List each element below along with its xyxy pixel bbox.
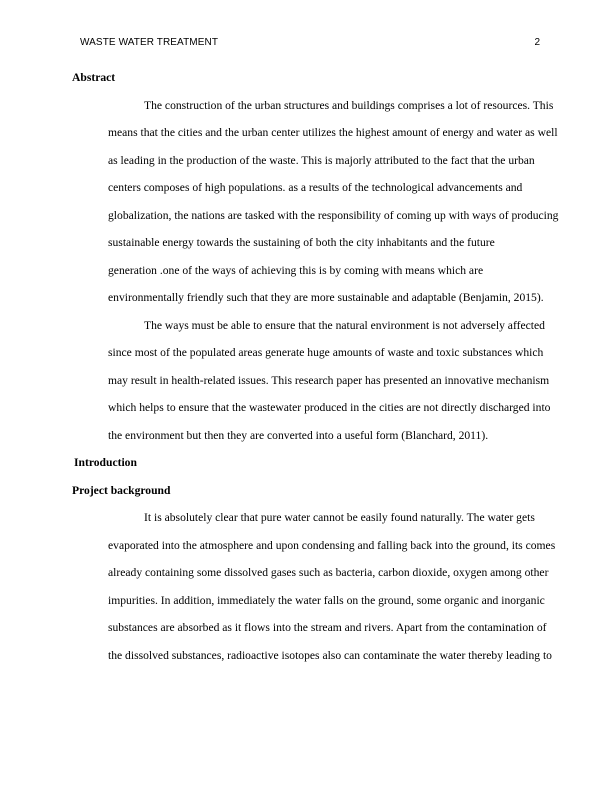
text-line: substances are absorbed as it flows into the stream and rivers. Apart from the contamination of <box>108 621 547 634</box>
text-line: centers composes of high populations. as a results of the technological advancements and <box>108 181 523 194</box>
text-line: already containing some dissolved gases such as bacteria, carbon dioxide, oxygen among other <box>108 566 549 579</box>
text-line: The ways must be able to ensure that the natural environment is not adversely affected <box>144 318 545 332</box>
text-line: It is absolutely clear that pure water cannot be easily found naturally. The water gets <box>144 511 535 524</box>
abstract-heading: Abstract <box>72 71 116 84</box>
text-line: sustainable energy towards the sustaining of both the city inhabitants and the future <box>108 236 495 249</box>
text-line: may result in health-related issues. This research paper has presented an innovative mechanism <box>108 373 550 387</box>
text-line: means that the cities and the urban center utilizes the highest amount of energy and water as well <box>108 126 558 139</box>
text-line: the environment but then they are converted into a useful form (Blanchard, 2011). <box>108 428 489 442</box>
page-number: 2 <box>534 37 540 48</box>
project-background-heading: Project background <box>72 483 171 497</box>
text-line: impurities. In addition, immediately the water falls on the ground, some organic and inorganic <box>108 593 545 607</box>
text-line: which helps to ensure that the wastewater produced in the cities are not directly discharged into <box>108 401 551 414</box>
text-line: evaporated into the atmosphere and upon condensing and falling back into the ground, its comes <box>108 538 556 552</box>
document-body <box>72 64 559 669</box>
introduction-heading: Introduction <box>74 456 137 469</box>
text-line: globalization, the nations are tasked with the responsibility of coming up with ways of producing <box>108 208 559 222</box>
abstract-paragraph-2 <box>72 312 551 450</box>
running-head: WASTE WATER TREATMENT <box>80 37 219 48</box>
text-line: environmentally friendly such that they are more sustainable and adaptable (Benjamin, 2015). <box>108 291 544 304</box>
text-line: as leading in the production of the waste. This is majorly attributed to the fact that the urban <box>108 153 535 167</box>
text-line: the dissolved substances, radioactive isotopes also can contaminate the water thereby leading to <box>108 648 552 662</box>
text-line: generation .one of the ways of achieving this is by coming with means which are <box>108 263 484 277</box>
text-line: since most of the populated areas generate huge amounts of waste and toxic substances which <box>108 346 544 359</box>
text-line: The construction of the urban structures and buildings comprises a lot of resources. This <box>144 98 554 112</box>
project-background-paragraph <box>72 504 556 669</box>
abstract-paragraph-1 <box>72 92 559 312</box>
